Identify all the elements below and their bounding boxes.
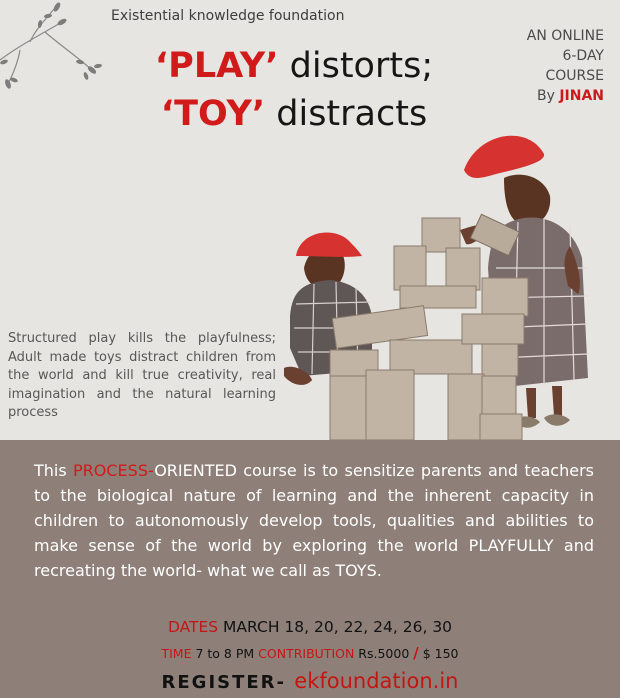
time-value: 7 to 8 PM [191,646,259,661]
description-body: ORIENTED course is to sensitize parents and teachers to the biological nature of learning and the inherent capacity in children to autonomously develop tools, qualities and abilities to make sense of the world by exploring the world PLAYFULLY and recreating the world- what we call as TOYS. [34,461,595,580]
contribution-label: CONTRIBUTION [258,646,355,661]
course-author [486,86,604,106]
course-time-contribution [0,644,620,662]
time-label: TIME [161,646,192,661]
description-prefix: This [34,461,74,480]
headline-highlight-play: ‘PLAY’ [154,46,279,86]
course-info [486,26,604,106]
register-line [0,669,620,693]
tagline-text: Structured play kills the playfulness; Adult made toys distract children from the world and kill true creativity, real imagination and the natural learning process [8,331,276,420]
description-highlight: PROCESS- [73,461,155,480]
course-info-line-1: AN ONLINE [526,28,604,44]
contribution-usd: $ 150 [418,646,459,661]
author-label: By [536,88,560,104]
register-website-link[interactable]: ekfoundation.in [294,669,459,693]
children-playing-bricks-image [282,118,620,440]
register-label: REGISTER- [161,672,295,693]
headline-highlight-toy: ‘TOY’ [160,94,266,134]
headline-text-distorts: distorts; [278,46,434,86]
course-description [34,458,594,583]
dates-label: DATES [167,618,219,636]
contribution-separator: / [413,644,419,662]
branch-leaves-illustration [0,0,110,90]
course-dates [0,618,620,636]
headline-text-distracts: distracts [265,94,428,134]
contribution-inr: Rs.5000 [354,646,414,661]
dates-value: MARCH 18, 20, 22, 24, 26, 30 [218,618,453,636]
organization-name: Existential knowledge foundation [111,8,345,24]
author-name: JINAN [559,88,604,104]
course-info-line-2: 6-DAY [562,48,604,64]
headline-line-1 [104,42,484,90]
course-info-line-3: COURSE [545,68,604,84]
